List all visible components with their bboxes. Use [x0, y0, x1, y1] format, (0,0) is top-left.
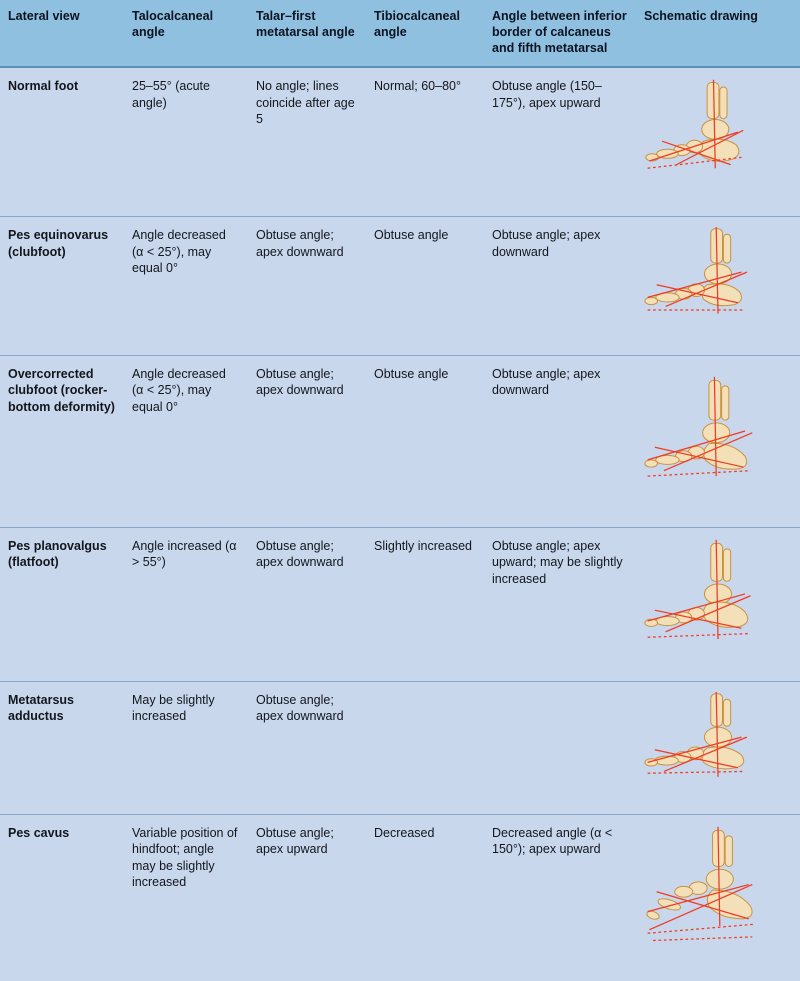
- cell-tibiocalcaneal: Obtuse angle: [366, 355, 484, 527]
- row-label: Normal foot: [0, 67, 124, 217]
- cell-talar-first-metatarsal: Obtuse angle; apex downward: [248, 527, 366, 681]
- cell-talar-first-metatarsal: Obtuse angle; apex downward: [248, 355, 366, 527]
- schematic-drawing-metatarsus-adductus: [636, 681, 800, 814]
- cell-calcaneus-fifth-metatarsal: Obtuse angle (150–175°), apex upward: [484, 67, 636, 217]
- row-label: Overcorrected clubfoot (rocker-bottom deformity): [0, 355, 124, 527]
- cell-talocalcaneal: May be slightly increased: [124, 681, 248, 814]
- cell-talocalcaneal: 25–55° (acute angle): [124, 67, 248, 217]
- cell-calcaneus-fifth-metatarsal: Obtuse angle; apex downward: [484, 355, 636, 527]
- schematic-drawing-pes-equinovarus: [636, 217, 800, 356]
- table-row: [0, 355, 800, 527]
- cell-talar-first-metatarsal: Obtuse angle; apex downward: [248, 681, 366, 814]
- table-row: [0, 681, 800, 814]
- table-row: [0, 67, 800, 217]
- cell-calcaneus-fifth-metatarsal: Decreased angle (α < 150°); apex upward: [484, 814, 636, 981]
- foot-schematic-icon: [644, 692, 792, 802]
- table-header: [0, 0, 800, 67]
- schematic-drawing-normal-foot: [636, 67, 800, 217]
- cell-tibiocalcaneal: [366, 681, 484, 814]
- foot-schematic-icon: [644, 366, 792, 515]
- cell-tibiocalcaneal: Normal; 60–80°: [366, 67, 484, 217]
- cell-calcaneus-fifth-metatarsal: [484, 681, 636, 814]
- table-body: [0, 67, 800, 981]
- cell-calcaneus-fifth-metatarsal: Obtuse angle; apex downward: [484, 217, 636, 356]
- column-header-tibiocalcaneal-angle: Tibiocalcaneal angle: [366, 0, 484, 67]
- row-label: Metatarsus adductus: [0, 681, 124, 814]
- cell-talar-first-metatarsal: Obtuse angle; apex upward: [248, 814, 366, 981]
- table-row: [0, 217, 800, 356]
- schematic-drawing-overcorrected-clubfoot: [636, 355, 800, 527]
- table-row: [0, 814, 800, 981]
- row-label: Pes planovalgus (flatfoot): [0, 527, 124, 681]
- foot-schematic-icon: [644, 227, 792, 343]
- cell-talar-first-metatarsal: No angle; lines coincide after age 5: [248, 67, 366, 217]
- cell-tibiocalcaneal: Obtuse angle: [366, 217, 484, 356]
- cell-talocalcaneal: Variable position of hindfoot; angle may be slightly increased: [124, 814, 248, 981]
- foot-schematic-icon: [644, 538, 792, 669]
- column-header-talocalcaneal-angle: Talocalcaneal angle: [124, 0, 248, 67]
- cell-tibiocalcaneal: Slightly increased: [366, 527, 484, 681]
- column-header-schematic-drawing: Schematic drawing: [636, 0, 800, 67]
- column-header-calcaneus-fifth-metatarsal-angle: Angle between inferior border of calcaneus and fifth metatarsal: [484, 0, 636, 67]
- schematic-drawing-pes-planovalgus: [636, 527, 800, 681]
- foot-schematic-icon: [644, 825, 792, 969]
- table-row: [0, 527, 800, 681]
- column-header-talar-first-metatarsal-angle: Talar–first metatarsal angle: [248, 0, 366, 67]
- row-label: Pes equinovarus (clubfoot): [0, 217, 124, 356]
- cell-calcaneus-fifth-metatarsal: Obtuse angle; apex upward; may be slightly increased: [484, 527, 636, 681]
- cell-talocalcaneal: Angle decreased (α < 25°), may equal 0°: [124, 355, 248, 527]
- row-label: Pes cavus: [0, 814, 124, 981]
- schematic-drawing-pes-cavus: [636, 814, 800, 981]
- table-header-row: [0, 0, 800, 67]
- column-header-lateral-view: Lateral view: [0, 0, 124, 67]
- cell-talocalcaneal: Angle increased (α > 55°): [124, 527, 248, 681]
- cell-tibiocalcaneal: Decreased: [366, 814, 484, 981]
- cell-talocalcaneal: Angle decreased (α < 25°), may equal 0°: [124, 217, 248, 356]
- foot-schematic-icon: [644, 78, 792, 204]
- cell-talar-first-metatarsal: Obtuse angle; apex downward: [248, 217, 366, 356]
